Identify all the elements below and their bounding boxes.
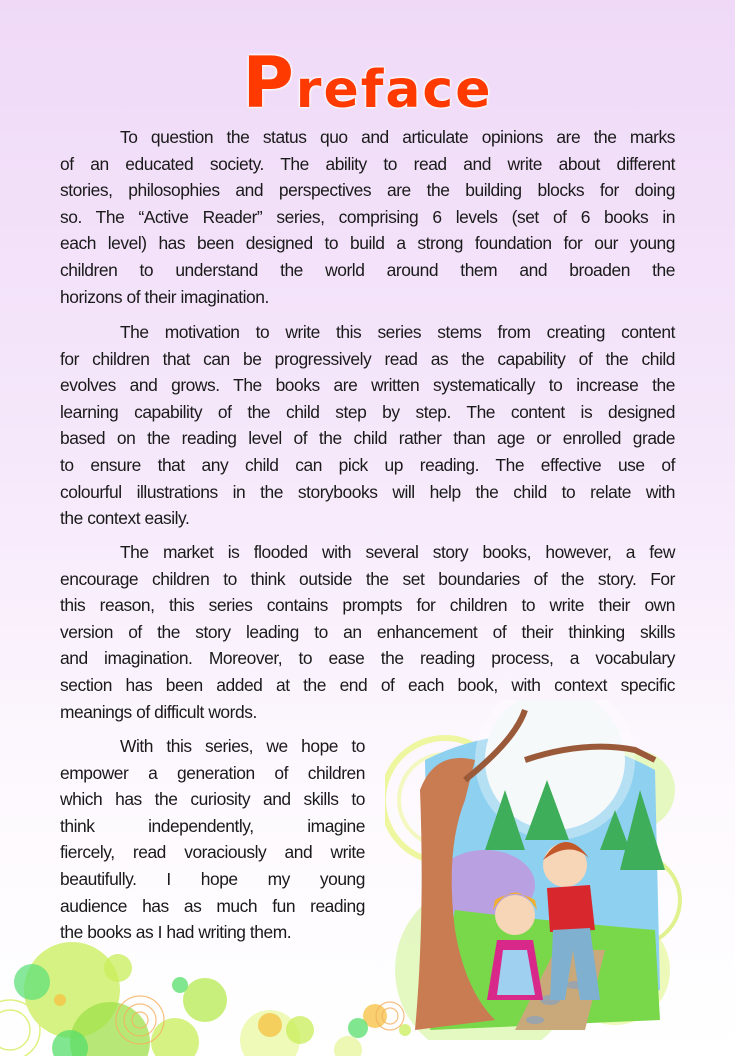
text-line: stories, philosophies and perspectives are the building blocks for doing (60, 180, 675, 201)
text-line: learning capability of the child step by step. The content is designed (60, 401, 675, 422)
text-line: encourage children to think outside the set boundaries of the story. For (60, 568, 675, 589)
text-line: beautifully. I hope my young (60, 868, 365, 889)
text-line: based on the reading level of the child rather than age or enrolled grade (60, 428, 675, 449)
text-line: version of the story leading to an enhancement of their thinking skills (60, 621, 675, 642)
paragraph-4 (60, 733, 365, 946)
text-line: meanings of difficult words. (60, 701, 257, 722)
text-line: the context easily. (60, 508, 190, 529)
text-line: colourful illustrations in the storybooks will help the child to relate with (60, 481, 675, 502)
decorative-bubbles (0, 930, 420, 1056)
text-line: and imagination. Moreover, to ease the reading process, a vocabulary (60, 648, 675, 669)
text-line: audience has as much fun reading (60, 895, 365, 916)
text-line: so. The “Active Reader” series, comprising 6 levels (set of 6 books in (60, 206, 675, 227)
text-line: fiercely, read voraciously and write (60, 842, 365, 863)
text-line: section has been added at the end of each book, with context specific (60, 674, 675, 695)
paragraph-1 (60, 124, 675, 310)
paragraph-2 (60, 319, 675, 532)
text-line: to ensure that any child can pick up reading. The effective use of (60, 454, 675, 475)
text-line: for children that can be progressively read as the capability of the child (60, 348, 675, 369)
text-line: think independently, imagine (60, 815, 365, 836)
text-line: children to understand the world around them and broaden the (60, 259, 675, 280)
text-line: To question the status quo and articulate opinions are the marks (120, 127, 675, 147)
text-line: each level) has been designed to build a strong foundation for our young (60, 233, 675, 254)
text-line: empower a generation of children (60, 762, 365, 783)
text-line: of an educated society. The ability to read and write about different (60, 153, 675, 174)
text-line: this reason, this series contains prompts for children to write their own (60, 595, 675, 616)
text-line: which has the curiosity and skills to (60, 789, 365, 810)
text-line: evolves and grows. The books are written systematically to increase the (60, 375, 675, 396)
text-line: the books as I had writing them. (60, 922, 292, 943)
paragraph-3 (60, 539, 675, 725)
text-line: With this series, we hope to (120, 736, 365, 756)
text-line: horizons of their imagination. (60, 286, 269, 307)
page-title: Preface (242, 42, 493, 124)
text-line: The motivation to write this series stems from creating content (120, 322, 675, 342)
text-line: The market is flooded with several story books, however, a few (120, 542, 675, 562)
story-illustration (385, 700, 685, 1040)
